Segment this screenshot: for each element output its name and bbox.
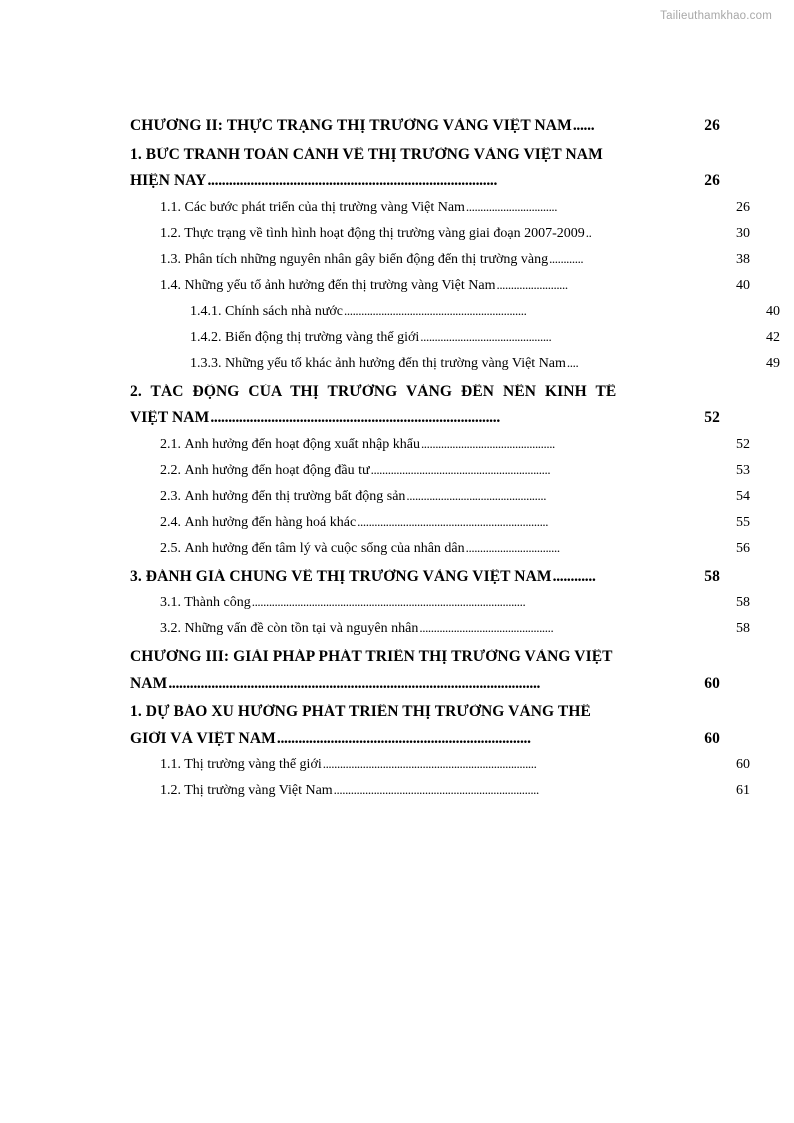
toc-page-number: 54 [736,488,750,504]
toc-entry-title: 1.1. Thị trường vàng thế giới [160,758,322,772]
toc-page-number: 26 [736,199,750,215]
toc-page-number: 40 [766,303,780,319]
toc-entry-title: 1. DỰ BÁO XU HƯỚNG PHÁT TRIỂN THỊ TRƯỜNG VÀNG THẾ [130,704,591,720]
toc-entry[interactable] [130,649,720,665]
toc-entry-title: 2.1. Ảnh hưởng đến hoạt động xuất nhập khẩu [160,437,420,452]
toc-entry-continuation[interactable] [130,173,720,189]
toc-page-number: 58 [736,621,750,636]
toc-leader-dots: ................................................................................. [210,410,500,426]
toc-leader-dots: ................................. [465,540,560,554]
toc-entry-title: 1.1. Các bước phát triển của thị trường vàng Việt Nam [160,200,465,215]
toc-entry[interactable] [130,541,750,556]
toc-leader-dots: ....................................................................... [276,730,531,746]
toc-leader-dots: ................................................................... [357,514,549,528]
toc-entry[interactable] [130,463,750,478]
toc-leader-dots: ...... [572,118,595,134]
toc-leader-dots: ................................................................................................ [251,595,526,608]
toc-leader-dots: ................................................................ [344,303,527,317]
toc-entry[interactable] [130,147,720,163]
toc-entry-title: 1.2. Thực trạng về tình hình hoạt động thị trường vàng giai đoạn 2007-2009 [160,226,585,241]
toc-entry-title: 3.2. Những vấn đề còn tồn tại và nguyên nhân [160,622,419,636]
toc-entry-title: VIỆT NAM [130,410,210,426]
toc-page-number: 58 [736,595,750,610]
toc-entry[interactable] [130,437,750,452]
toc-entry-title: CHƯƠNG III: GIẢI PHÁP PHÁT TRIỂN THỊ TRƯỜNG VÀNG VIỆT [130,649,613,665]
toc-leader-dots: ........................................................................ [333,783,539,796]
toc-page-number: 56 [736,540,750,556]
toc-entry-title: 1. BỨC TRANH TOÀN CẢNH VỀ THỊ TRƯỜNG VÀNG VIỆT NAM [130,146,603,162]
toc-leader-dots: ............ [552,568,596,584]
toc-page-number: 60 [704,729,720,747]
toc-entry-title: 2.2. Ảnh hưởng đến hoạt động đầu tư [160,463,370,478]
toc-page-number: 38 [736,251,750,267]
toc-leader-dots: ............................................... [420,436,555,450]
toc-entry[interactable] [130,304,780,319]
toc-page-number: 40 [736,277,750,293]
toc-leader-dots: ......................... [496,277,568,291]
toc-entry[interactable] [130,356,780,371]
toc-entry-title: 2.3. Ảnh hưởng đến thị trường bất động sản [160,489,406,504]
toc-page-number: 58 [704,567,720,585]
toc-page-number: 26 [704,172,720,189]
toc-entry-continuation[interactable] [130,731,720,747]
watermark-text: Tailieuthamkhao.com [660,10,772,22]
toc-entry[interactable] [130,515,750,530]
toc-entry[interactable] [130,200,750,215]
toc-entry-title: 1.2. Thị trường vàng Việt Nam [160,784,333,798]
toc-entry[interactable] [130,783,750,798]
toc-entry[interactable] [130,278,750,293]
table-of-contents [130,105,780,798]
toc-leader-dots: ........................................................................................................ [168,675,541,691]
toc-entry-title: 1.3.3. Những yếu tố khác ảnh hưởng đến thị trường vàng Việt Nam [190,356,566,371]
toc-entry[interactable] [130,384,720,400]
toc-page-number: 30 [736,225,750,241]
toc-entry[interactable] [130,489,750,504]
toc-entry[interactable] [130,595,750,610]
toc-entry[interactable] [130,621,750,636]
toc-entry[interactable] [130,757,750,772]
toc-entry-continuation[interactable] [130,676,720,692]
toc-entry-title: CHƯƠNG II: THỰC TRẠNG THỊ TRƯỜNG VÀNG VIỆT NAM [130,118,572,134]
toc-entry[interactable] [130,226,750,241]
toc-entry[interactable] [130,118,720,134]
toc-page-number: 49 [766,355,780,371]
toc-page-number: 60 [704,674,720,692]
toc-entry-title: 1.4. Những yếu tố ảnh hưởng đến thị trường vàng Việt Nam [160,278,496,293]
toc-leader-dots: ............................................................... [370,462,551,476]
toc-entry-continuation[interactable] [130,410,720,426]
toc-page-number: 52 [736,436,750,452]
toc-page-number: 55 [736,514,750,530]
toc-entry-title: 1.4.2. Biến động thị trường vàng thế giới [190,330,420,345]
toc-leader-dots: ................................................................................. [207,173,498,189]
toc-entry-title: NAM [130,675,168,691]
toc-leader-dots: .. [585,225,592,239]
toc-entry-title: 1.3. Phân tích những nguyên nhân gây biến động đến thị trường vàng [160,252,549,267]
toc-page-number: 42 [766,329,780,345]
toc-entry[interactable] [130,704,720,720]
toc-leader-dots: .... [566,355,579,369]
toc-entry[interactable] [130,252,750,267]
toc-page-number: 60 [736,757,750,772]
toc-entry-title: 2.4. Ảnh hưởng đến hàng hoá khác [160,515,357,530]
toc-entry-title: 3.1. Thành công [160,596,251,610]
toc-entry[interactable] [130,569,720,585]
toc-page-number: 26 [704,117,720,134]
toc-leader-dots: ............................................... [419,621,554,634]
toc-leader-dots: .............................................. [420,329,552,343]
toc-leader-dots: ............ [549,251,584,265]
toc-page-number: 61 [736,783,750,798]
toc-entry[interactable] [130,330,780,345]
toc-leader-dots: ........................................................................... [322,757,537,770]
toc-page-number: 53 [736,462,750,478]
toc-entry-title: 2.5. Ảnh hưởng đến tâm lý và cuộc sống của nhân dân [160,541,465,556]
toc-entry-title: 3. ĐÁNH GIÁ CHUNG VỀ THỊ TRƯỜNG VÀNG VIỆT NAM [130,568,552,584]
toc-leader-dots: ................................................. [406,488,547,502]
toc-page-number: 52 [704,409,720,426]
toc-entry-title: 2. TÁC ĐỘNG CỦA THỊ TRƯỜNG VÀNG ĐẾN NỀN KINH TẾ [130,383,617,399]
toc-leader-dots: ................................ [465,199,558,213]
toc-entry-title: 1.4.1. Chính sách nhà nước [190,304,344,319]
toc-entry-title: GIỚI VÀ VIỆT NAM [130,730,276,746]
toc-entry-title: HIỆN NAY [130,173,207,189]
